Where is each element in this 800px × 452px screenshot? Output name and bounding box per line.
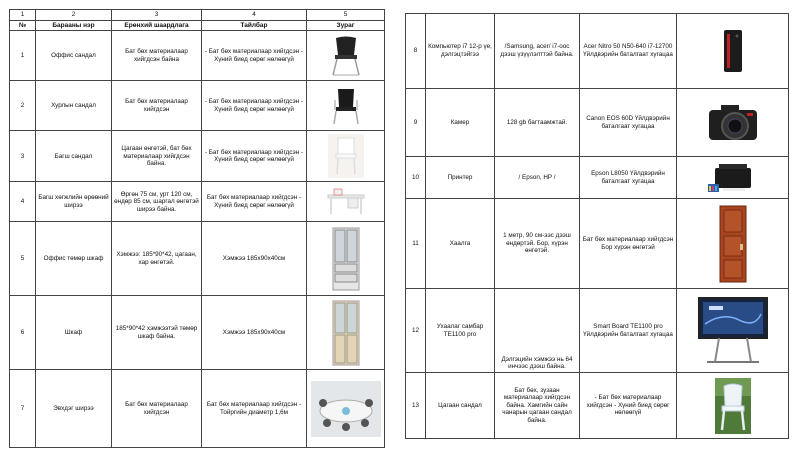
item-requirement: 1 метр, 90 см-ээс дээш өндөртэй. Бор, хүрэн өнгөтэй. <box>495 199 580 289</box>
item-requirement: Бат бөх материалаар хийгдсэн байна <box>112 31 202 81</box>
row-number: 11 <box>406 199 426 289</box>
row-number: 7 <box>10 370 36 448</box>
item-requirement: / Epson, HP / <box>495 157 580 199</box>
item-description: - Бат бөх материалаар хийгдсэн - Хүний биед сөрөг нөлөөгүй <box>202 131 307 182</box>
item-requirement: Бат бөх материалаар хийгдсэн <box>112 370 202 448</box>
item-name: Эвхдэг ширээ <box>36 370 112 448</box>
item-description: Canon EOS 60D Үйлдвэрийн баталгаат хугацаа <box>580 89 677 157</box>
item-name: Цагаан сандал <box>426 373 495 439</box>
item-image <box>307 81 385 131</box>
column-number: 1 <box>10 10 36 21</box>
table-row <box>10 31 385 81</box>
item-image <box>307 182 385 222</box>
column-number: 2 <box>36 10 112 21</box>
item-image <box>677 289 789 373</box>
item-description: Бат бөх материалаар хийгдсэн - Тойргийн диаметр 1,6м <box>202 370 307 448</box>
row-number: 6 <box>10 296 36 370</box>
table-row <box>406 89 789 157</box>
item-image <box>307 296 385 370</box>
item-requirement: Бат бөх, зузаан материалаар хийгдсэн байна. Хамгийн сайн чанарын цагаан сандал байна. <box>495 373 580 439</box>
item-requirement: Өргөн 75 см, урт 120 см, өндөр 85 см, шаргал өнгөтэй ширээ байна. <box>112 182 202 222</box>
item-image <box>677 14 789 89</box>
table-row <box>10 81 385 131</box>
table-row <box>10 182 385 222</box>
row-number: 13 <box>406 373 426 439</box>
item-name: Оффис сандал <box>36 31 112 81</box>
camera-icon <box>703 100 763 146</box>
item-requirement: 185*90*42 хэмжээтэй төмөр шкаф байна. <box>112 296 202 370</box>
item-requirement: Хэмжээ: 185*90*42, цагаан, хар өнгөтэй. <box>112 222 202 296</box>
teacher-chair-icon <box>326 134 366 178</box>
row-number: 2 <box>10 81 36 131</box>
item-image <box>307 222 385 296</box>
item-description: Epson L8050 Үйлдвэрийн баталгаат хугацаа <box>580 157 677 199</box>
item-description: Smart Board TE1100 pro Үйлдвэрийн баталгаат хугацаа <box>580 289 677 373</box>
office-chair-icon <box>326 35 366 77</box>
item-description: Хэмжээ 185х90х40см <box>202 222 307 296</box>
header-image: Зураг <box>307 20 385 31</box>
item-name: Багш хөгжлийн өрөөний ширээ <box>36 182 112 222</box>
smart-board-icon <box>693 294 773 368</box>
item-requirement: Бат бөх материалаар хийгдсэн <box>112 81 202 131</box>
item-description: - Бат бөх материалаар хийгдсэн - Хүний биед сөрөг нөлөөгүй <box>202 31 307 81</box>
header-number: № <box>10 20 36 31</box>
item-image <box>307 31 385 81</box>
header-row <box>10 20 385 31</box>
header-name: Барааны нэр <box>36 20 112 31</box>
item-description: - Бат бөх материалаар хийгдсэн - Хүний биед сөрөг нөлөөгүй <box>202 81 307 131</box>
item-name: Хурлын сандал <box>36 81 112 131</box>
item-image <box>677 89 789 157</box>
row-number: 3 <box>10 131 36 182</box>
meeting-chair-icon <box>326 86 366 126</box>
column-number: 3 <box>112 10 202 21</box>
table-row <box>10 222 385 296</box>
header-requirement: Ерөнхий шаардлага <box>112 20 202 31</box>
item-name: Компьютер i7 12-р үе, дэлгэцтэйгээ <box>426 14 495 89</box>
row-number: 8 <box>406 14 426 89</box>
item-image <box>677 157 789 199</box>
item-description: Хэмжээ 185х90х40см <box>202 296 307 370</box>
item-name: Ухаалаг самбар TE1100 pro <box>426 289 495 373</box>
row-number: 5 <box>10 222 36 296</box>
row-number: 4 <box>10 182 36 222</box>
item-name: Оффис төмөр шкаф <box>36 222 112 296</box>
item-image <box>307 131 385 182</box>
column-number: 4 <box>202 10 307 21</box>
product-table-right <box>405 13 789 439</box>
item-requirement: /Samsung, acer/ i7-оос дээш үзүүлэлттэй байна. <box>495 14 580 89</box>
computer-tower-icon <box>721 28 745 74</box>
table-row <box>406 373 789 439</box>
item-name: Багш сандал <box>36 131 112 182</box>
item-image <box>677 199 789 289</box>
printer-icon <box>705 160 761 196</box>
item-description: Бат бөх материалаар хийгдсэн - Хүний биед сөрөг нөлөөгүй <box>202 182 307 222</box>
item-image <box>307 370 385 448</box>
item-description: - Бат бөх материалаар хийгдсэн - Хүний биед сөрөг нөлөөгүй <box>580 373 677 439</box>
table-row <box>10 131 385 182</box>
door-icon <box>718 204 748 284</box>
item-requirement: Дэлгэцийн хэмжээ нь 64 инчээс дээш байна. <box>495 289 580 373</box>
desk-icon <box>324 187 368 217</box>
table-row <box>10 296 385 370</box>
table-row <box>406 14 789 89</box>
table-row <box>406 157 789 199</box>
column-number: 5 <box>307 10 385 21</box>
metal-cabinet-icon <box>329 226 363 292</box>
item-name: Хаалга <box>426 199 495 289</box>
item-requirement: Цагаан өнгөтэй, бат бөх материалаар хийгдсэн байна. <box>112 131 202 182</box>
item-image <box>677 373 789 439</box>
row-number: 1 <box>10 31 36 81</box>
cabinet-icon <box>329 299 363 367</box>
folding-table-icon <box>311 381 381 437</box>
table-row <box>406 289 789 373</box>
product-table-left <box>9 9 385 448</box>
header-description: Тайлбар <box>202 20 307 31</box>
row-number: 9 <box>406 89 426 157</box>
item-description: Acer Nitro 50 N50-640 i7-12700 Үйлдвэрийн баталгаат хугацаа <box>580 14 677 89</box>
column-number-row <box>10 10 385 21</box>
item-name: Принтер <box>426 157 495 199</box>
item-requirement: 128 gb багтаамжтай. <box>495 89 580 157</box>
row-number: 10 <box>406 157 426 199</box>
white-chair-icon <box>715 378 751 434</box>
table-row <box>10 370 385 448</box>
item-description: Бат бөх материалаар хийгдсэн Бор хүрэн өнгөтэй <box>580 199 677 289</box>
row-number: 12 <box>406 289 426 373</box>
table-row <box>406 199 789 289</box>
item-name: Камер <box>426 89 495 157</box>
item-name: Шкаф <box>36 296 112 370</box>
